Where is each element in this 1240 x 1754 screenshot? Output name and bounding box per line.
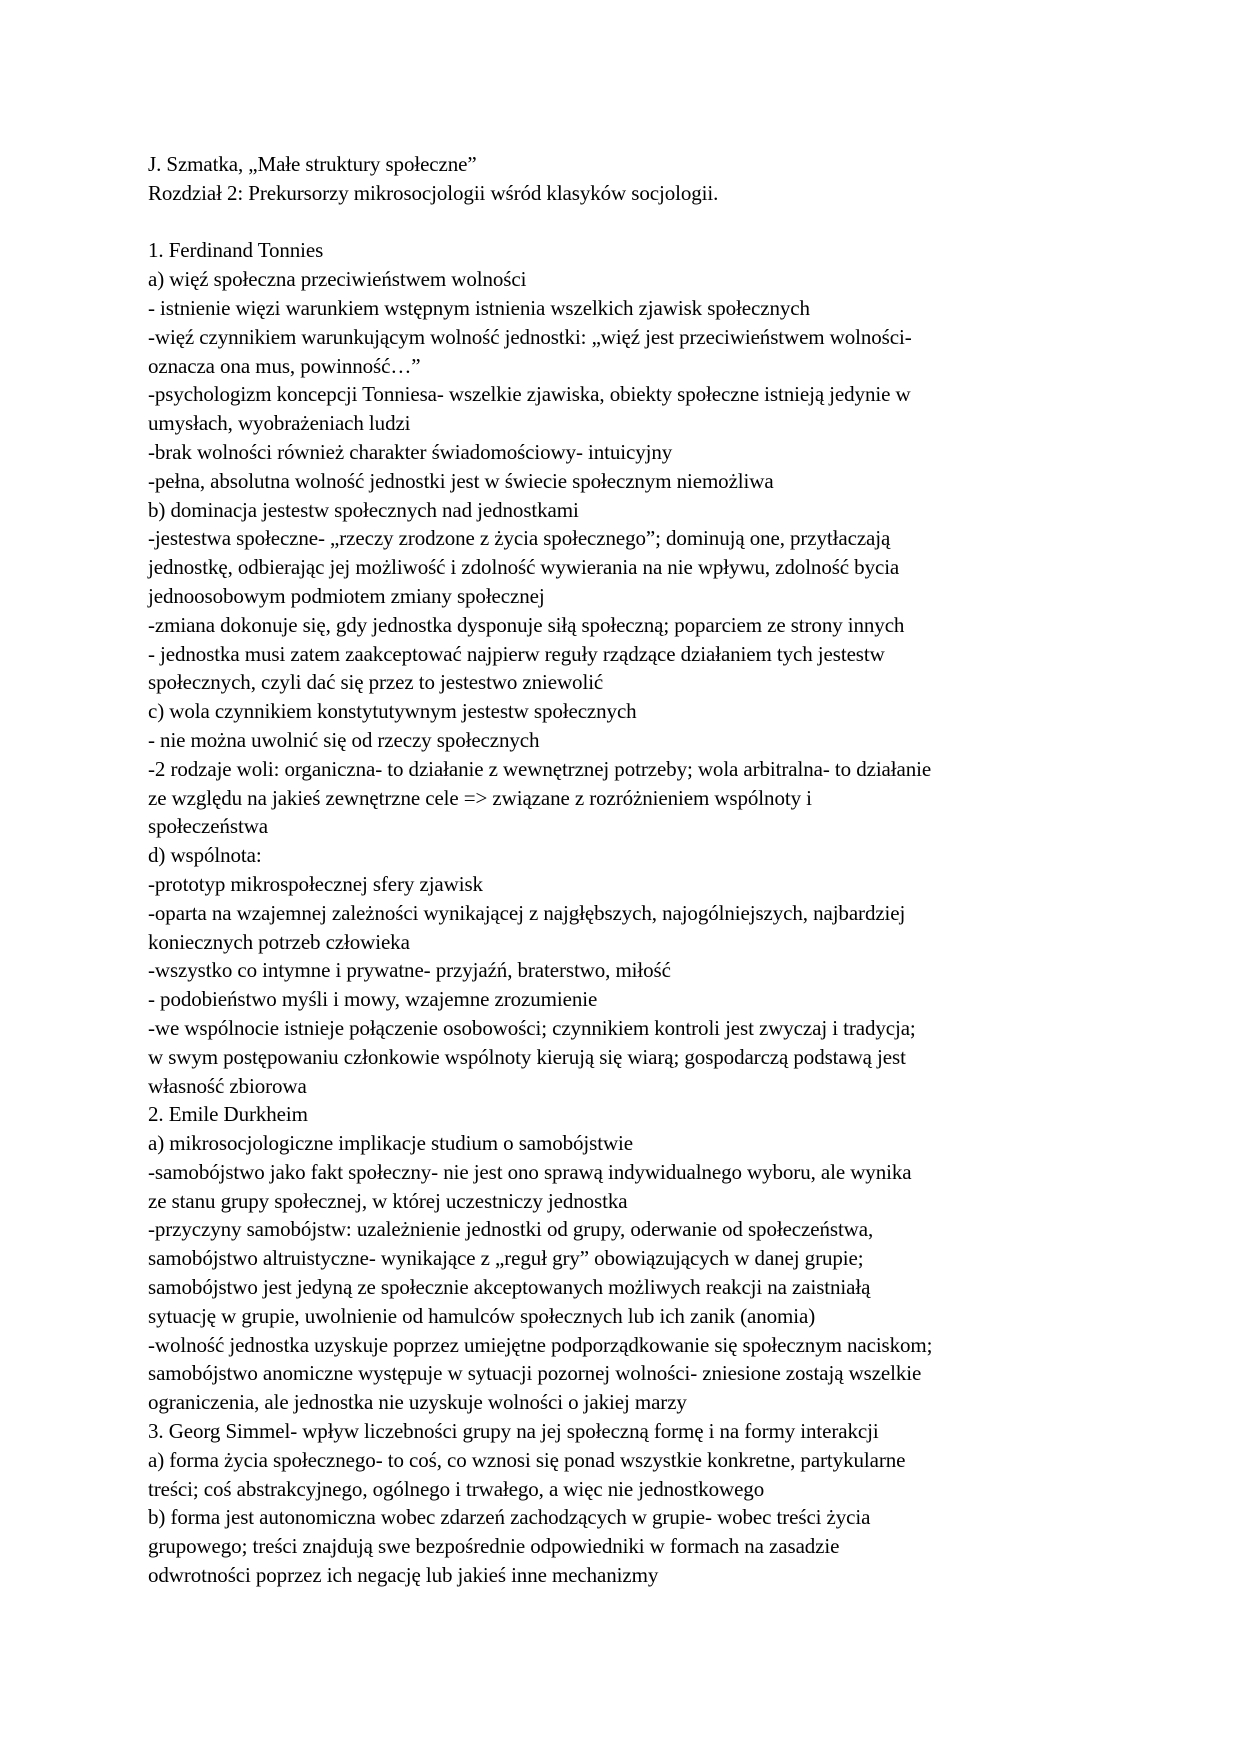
text-line: -zmiana dokonuje się, gdy jednostka dysponuje siłą społeczną; poparciem ze strony innych [148,612,905,637]
text-line: jednostkę, odbierając jej możliwość i zdolność wywierania na nie wpływu, zdolność bycia [148,555,900,580]
text-line: samobójstwo altruistyczne- wynikające z „reguł gry” obowiązujących w danej grupie; [148,1246,864,1271]
text-line: ograniczenia, ale jednostka nie uzyskuje wolności o jakiej marzy [148,1390,687,1415]
text-line: -jestestwa społeczne- „rzeczy zrodzone z życia społecznego”; dominują one, przytłaczają [148,526,891,551]
text-line: -2 rodzaje woli: organiczna- to działanie z wewnętrznej potrzeby; wola arbitralna- to działanie [148,756,932,781]
document-title: J. Szmatka, „Małe struktury społeczne” [148,152,477,176]
text-line: c) wola czynnikiem konstytutywnym jestestw społecznych [148,699,637,724]
text-line: b) forma jest autonomiczna wobec zdarzeń zachodzących w grupie- wobec treści życia [148,1505,871,1530]
text-line: - nie można uwolnić się od rzeczy społecznych [148,727,540,752]
text-line: -pełna, absolutna wolność jednostki jest w świecie społecznym niemożliwa [148,468,774,493]
text-line: treści; coś abstrakcyjnego, ogólnego i trwałego, a więc nie jednostkowego [148,1476,765,1501]
text-line: koniecznych potrzeb człowieka [148,929,410,954]
text-line: ze względu na jakieś zewnętrzne cele => związane z rozróżnieniem wspólnoty i [148,785,812,810]
text-line: samobójstwo jest jedyną ze społecznie akceptowanych możliwych reakcji na zaistniałą [148,1275,871,1300]
text-line: własność zbiorowa [148,1073,307,1098]
text-line: społecznych, czyli dać się przez to jestestwo zniewolić [148,670,604,695]
text-line: umysłach, wyobrażeniach ludzi [148,411,411,436]
text-line: -wszystko co intymne i prywatne- przyjaźń, braterstwo, miłość [148,958,671,983]
text-line: w swym postępowaniu członkowie wspólnoty kierują się wiarą; gospodarczą podstawą jest [148,1044,906,1069]
chapter-heading: Rozdział 2: Prekursorzy mikrosocjologii wśród klasyków socjologii. [148,180,719,205]
text-line: a) więź społeczna przeciwieństwem wolności [148,267,527,292]
text-line: b) dominacja jestestw społecznych nad jednostkami [148,497,579,522]
text-line: grupowego; treści znajdują swe bezpośrednie odpowiedniki w formach na zasadzie [148,1534,840,1559]
text-line: -we wspólnocie istnieje połączenie osobowości; czynnikiem kontroli jest zwyczaj i tradycja; [148,1015,916,1040]
blank-line [148,208,1108,237]
text-line: a) mikrosocjologiczne implikacje studium o samobójstwie [148,1131,633,1156]
text-line: samobójstwo anomiczne występuje w sytuacji pozornej wolności- zniesione zostają wszelkie [148,1361,922,1386]
text-line: -wolność jednostka uzyskuje poprzez umiejętne podporządkowanie się społecznym naciskom; [148,1332,933,1357]
text-line: -oparta na wzajemnej zależności wynikającej z najgłębszych, najogólniejszych, najbardziej [148,900,906,925]
text-line: ze stanu grupy społecznej, w której uczestniczy jednostka [148,1188,628,1213]
text-line: 1. Ferdinand Tonnies [148,238,324,263]
text-line: społeczeństwa [148,814,268,839]
text-line: -prototyp mikrospołecznej sfery zjawisk [148,871,483,896]
text-line: -psychologizm koncepcji Tonniesa- wszelkie zjawiska, obiekty społeczne istnieją jedynie w [148,382,911,407]
text-line: -więź czynnikiem warunkującym wolność jednostki: „więź jest przeciwieństwem wolności- [148,324,912,349]
text-line: -przyczyny samobójstw: uzależnienie jednostki od grupy, oderwanie od społeczeństwa, [148,1217,874,1242]
text-line: odwrotności poprzez ich negację lub jakieś inne mechanizmy [148,1563,659,1588]
text-line: -brak wolności również charakter świadomościowy- intuicyjny [148,439,673,464]
text-line: - istnienie więzi warunkiem wstępnym istnienia wszelkich zjawisk społecznych [148,295,810,320]
text-line: jednoosobowym podmiotem zmiany społecznej [148,583,545,608]
text-line: oznacza ona mus, powinność…” [148,353,421,378]
text-line: -samobójstwo jako fakt społeczny- nie jest ono sprawą indywidualnego wyboru, ale wynika [148,1159,912,1184]
document-body [148,150,1108,1590]
text-line: - jednostka musi zatem zaakceptować najpierw reguły rządzące działaniem tych jestestw [148,641,885,666]
document-lines [148,236,1108,1589]
text-line: 3. Georg Simmel- wpływ liczebności grupy na jej społeczną formę i na formy interakcji [148,1419,879,1444]
text-line: 2. Emile Durkheim [148,1102,308,1127]
text-line: - podobieństwo myśli i mowy, wzajemne zrozumienie [148,987,598,1012]
text-line: d) wspólnota: [148,843,262,868]
text-line: sytuację w grupie, uwolnienie od hamulców społecznych lub ich zanik (anomia) [148,1303,816,1328]
text-line: a) forma życia społecznego- to coś, co wznosi się ponad wszystkie konkretne, partykularne [148,1447,906,1472]
